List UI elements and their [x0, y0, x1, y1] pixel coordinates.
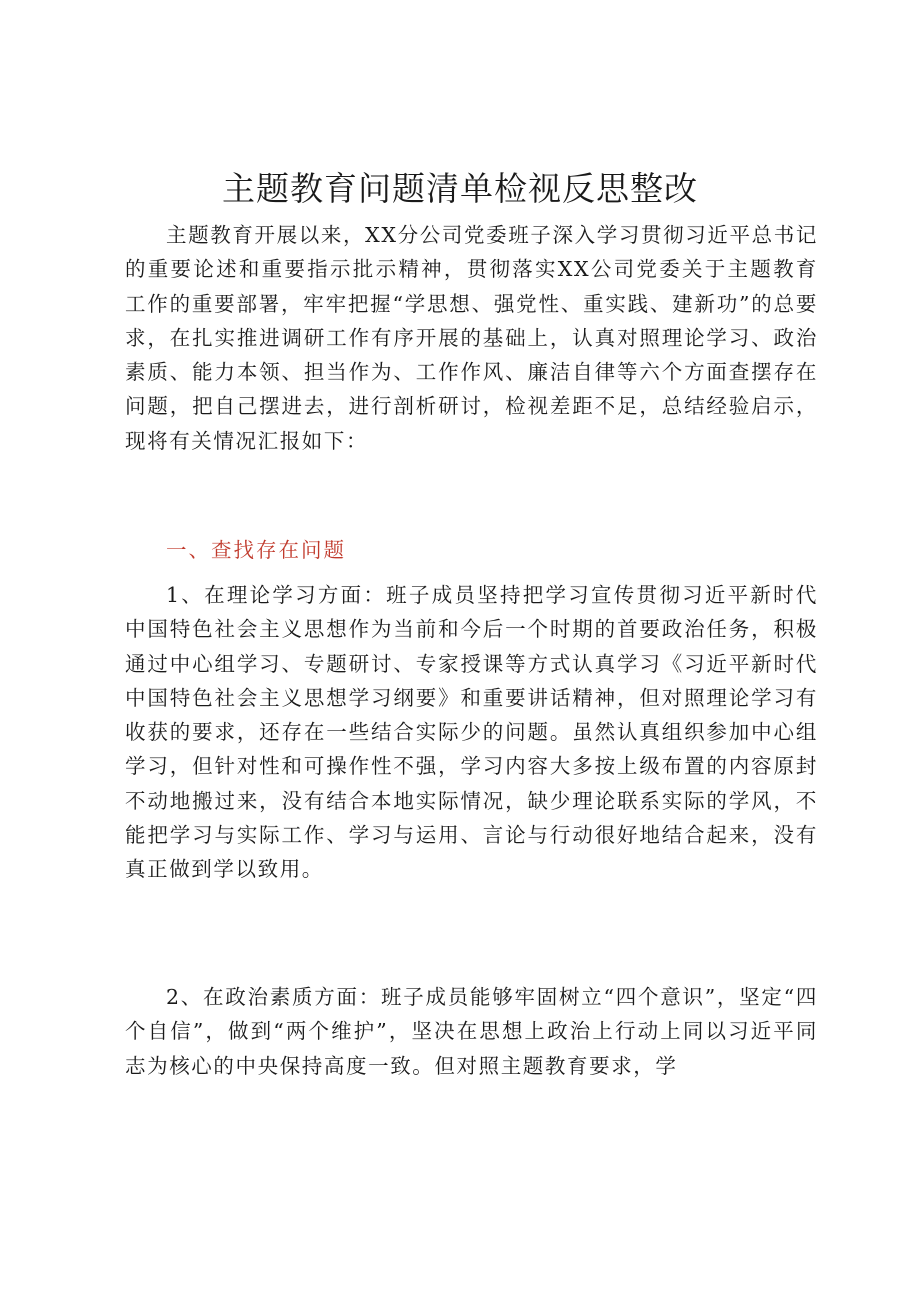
intro-paragraph: 主题教育开展以来，XX分公司党委班子深入学习贯彻习近平总书记的重要论述和重要指示批示精神，贯彻落实XX公司党委关于主题教育工作的重要部署，牢牢把握“学思想、强党性、重实践、建新功”的总要求，在扎实推进调研工作有序开展的基础上，认真对照理论学习、政治素质、能力本领、担当作为、工作作风、廉洁自律等六个方面查摆存在问题，把自己摆进去，进行剖析研讨，检视差距不足，总结经验启示，现将有关情况汇报如下：: [125, 223, 818, 453]
section-heading: 一、查找存在问题: [166, 538, 346, 562]
item-political-quality: 2、在政治素质方面：班子成员能够牢固树立“四个意识”，坚定“四个自信”，做到“两个维护”，坚决在思想上政治上行动上同以习近平同志为核心的中央保持高度一致。但对照主题教育要求，学: [125, 985, 818, 1078]
item-theory-study: 1、在理论学习方面：班子成员坚持把学习宣传贯彻习近平新时代中国特色社会主义思想作为当前和今后一个时期的首要政治任务，积极通过中心组学习、专题研讨、专家授课等方式认真学习《习近平新时代中国特色社会主义思想学习纲要》和重要讲话精神，但对照理论学习有收获的要求，还存在一些结合实际少的问题。虽然认真组织参加中心组学习，但针对性和可操作性不强，学习内容大多按上级布置的内容原封不动地搬过来，没有结合本地实际情况，缺少理论联系实际的学风，不能把学习与实际工作、学习与运用、言论与行动很好地结合起来，没有真正做到学以致用。: [125, 583, 818, 882]
document-title: 主题教育问题清单检视反思整改: [222, 169, 698, 208]
